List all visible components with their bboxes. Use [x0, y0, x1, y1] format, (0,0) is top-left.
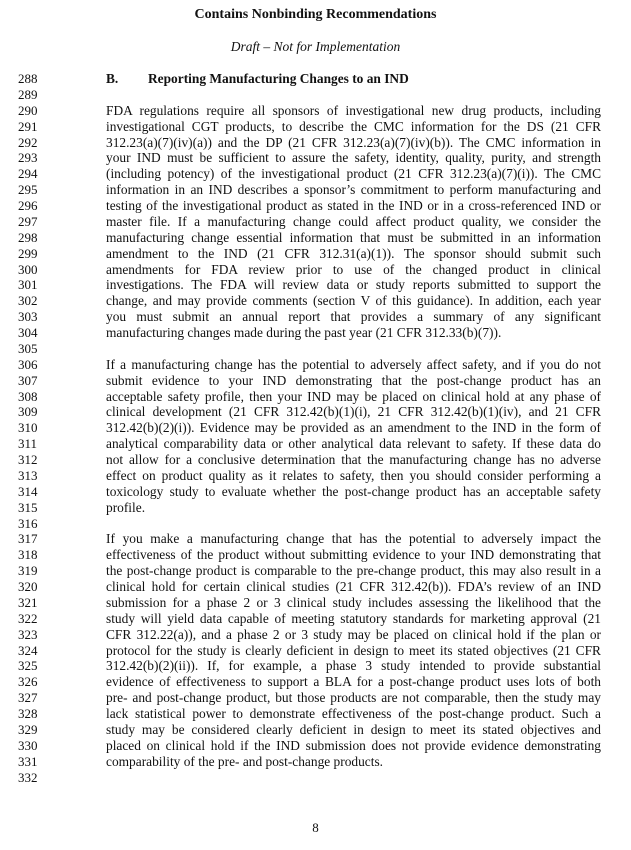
line-number: 294: [18, 166, 38, 182]
line-text: acceptable safety profile, then your IND may be placed on clinical hold at any phase of: [106, 388, 601, 404]
line-number: 329: [18, 721, 38, 737]
document-line: [0, 738, 631, 754]
document-line: [0, 468, 631, 484]
line-text: change, and may provide comments (section V of this guidance). In addition, each year: [106, 293, 601, 309]
page-number: 8: [312, 820, 319, 835]
line-text: 312.42(b)(2)(ii)). If, for example, a phase 3 study intended to provide substantial: [106, 658, 601, 674]
line-text: study will yield data capable of meeting statutory standards for marketing approval (21: [106, 610, 601, 626]
line-number: 317: [18, 531, 38, 547]
line-text: effect on product quality as it relates to safety, then you should consider performing a: [106, 467, 601, 483]
line-text: placed on clinical hold if the IND submission does not provide evidence demonstrating: [106, 737, 601, 753]
document-line: [0, 325, 631, 341]
document-line: [0, 341, 631, 357]
document-line: [0, 135, 631, 151]
line-text: manufacturing change essential information that must be submitted in an information: [106, 229, 601, 245]
line-text: evidence of effectiveness to support a BLA for a post-change product uses lots of both: [106, 674, 601, 690]
line-number: 327: [18, 690, 38, 706]
document-line: [0, 103, 631, 119]
line-number: 325: [18, 658, 38, 674]
line-text: toxicology study to evaluate whether the post-change product has an acceptable safety: [106, 483, 601, 499]
line-text: protocol for the study is clearly deficient in design to meet its stated objectives (21 CFR: [106, 642, 601, 658]
line-number: 324: [18, 642, 38, 658]
document-line: [0, 119, 631, 135]
document-line: [0, 150, 631, 166]
line-text: comparability of the pre- and post-change products.: [106, 753, 384, 769]
line-text: investigational CGT products, to describe the CMC information for the DS (21 CFR: [106, 118, 601, 134]
document-line: [0, 87, 631, 103]
document-line: [0, 643, 631, 659]
line-text: 312.23(a)(7)(iv)(a)) and the DP (21 CFR 312.23(a)(7)(iv)(b)). The CMC information in: [106, 134, 601, 150]
line-text: testing of the investigational product as stated in the IND or in a cross-referenced IND or: [106, 198, 601, 213]
line-text: information in an IND describes a sponsor’s commitment to perform manufacturing and: [106, 182, 601, 198]
line-text: master file. If a manufacturing change could affect product quality, we consider the: [106, 213, 601, 229]
line-text: pre- and post-change product, but those products are not comparable, then the study may: [106, 690, 601, 706]
line-number: 306: [18, 356, 38, 372]
document-line: [0, 452, 631, 468]
document-line: [0, 754, 631, 770]
line-number: 292: [18, 134, 38, 150]
line-text: If you make a manufacturing change that has the potential to adversely impact the: [106, 531, 601, 547]
document-line: [0, 563, 631, 579]
line-number: 288: [18, 71, 38, 86]
document-line: [0, 293, 631, 309]
line-number: 295: [18, 182, 38, 198]
line-number: 300: [18, 261, 38, 277]
line-number: 309: [18, 404, 38, 420]
line-number: 311: [18, 436, 38, 452]
document-line: [0, 230, 631, 246]
line-text: your IND must be sufficient to assure the safety, identity, quality, purity, and strength: [106, 150, 601, 166]
line-text: investigations. The FDA will review data or study reports submitted to support the: [106, 277, 601, 293]
line-text: lack statistical power to demonstrate effectiveness of the post-change product. Such a: [106, 706, 601, 721]
document-header-title: Contains Nonbinding Recommendations: [194, 7, 437, 22]
line-text: effectiveness of the product without submitting evidence to your IND demonstrating that: [106, 547, 601, 563]
document-line: [0, 420, 631, 436]
document-line: [0, 579, 631, 595]
line-number: 289: [18, 86, 38, 102]
document-line: [0, 706, 631, 722]
line-number: 304: [18, 325, 38, 340]
document-line: [0, 309, 631, 325]
document-line: [0, 674, 631, 690]
line-number: 308: [18, 388, 38, 404]
line-number: 302: [18, 293, 38, 309]
document-line: [0, 389, 631, 405]
line-number: 326: [18, 674, 38, 690]
line-number: 321: [18, 594, 38, 610]
line-text: not allow for a conclusive determination that the manufacturing change has no adverse: [106, 452, 601, 467]
document-line: [0, 262, 631, 278]
line-number: 298: [18, 229, 38, 245]
document-line: [0, 516, 631, 532]
document-line: [0, 500, 631, 516]
document-line: [0, 436, 631, 452]
document-line: [0, 531, 631, 547]
line-number: 313: [18, 467, 38, 483]
document-line: [0, 357, 631, 373]
line-number: 323: [18, 626, 38, 642]
line-text: submission for a phase 2 or 3 clinical study includes assessing the likelihood that the: [106, 594, 601, 610]
line-number: 291: [18, 118, 38, 134]
line-text: CFR 312.22(a)), and a phase 2 or 3 study may be placed on clinical hold if the plan or: [106, 626, 601, 642]
document-line: [0, 595, 631, 611]
section-letter: B.: [106, 71, 119, 86]
line-text: amendments for FDA review prior to use of the changed product in clinical: [106, 261, 601, 277]
line-number: 290: [18, 102, 38, 118]
document-line: [0, 658, 631, 674]
document-header-subtitle: Draft – Not for Implementation: [230, 39, 401, 54]
document-line: [0, 484, 631, 500]
line-text: the post-change product is comparable to the pre-change product, this may also result in a: [106, 563, 601, 579]
line-number: 312: [18, 452, 38, 467]
document-line: [0, 277, 631, 293]
line-number: 305: [18, 340, 38, 356]
document-line: [0, 214, 631, 230]
document-line: [0, 182, 631, 198]
line-text: 312.42(b)(2)(i)). Evidence may be provided as an amendment to the IND in the form of: [106, 420, 601, 436]
line-number: 330: [18, 737, 38, 753]
document-line: [0, 547, 631, 563]
document-body: [0, 71, 631, 785]
line-text: amendment to the IND (21 CFR 312.31(a)(1)). The sponsor should submit such: [106, 245, 601, 261]
section-title: Reporting Manufacturing Changes to an IND: [148, 71, 409, 86]
document-line: [0, 166, 631, 182]
line-number: 314: [18, 483, 38, 499]
document-line: [0, 404, 631, 420]
line-number: 328: [18, 706, 38, 721]
line-number: 319: [18, 563, 38, 579]
document-line: [0, 611, 631, 627]
document-line: [0, 770, 631, 786]
section-heading: [106, 71, 601, 87]
line-number: 303: [18, 309, 38, 325]
line-text: study may be considered clearly deficient in design to meet its stated objectives and: [106, 721, 601, 737]
line-number: 316: [18, 515, 38, 531]
line-text: FDA regulations require all sponsors of investigational new drug products, including: [106, 102, 601, 118]
line-text: (including potency) of the investigational product (21 CFR 312.23(a)(7)(i)). The CMC: [106, 166, 601, 182]
document-line: [0, 373, 631, 389]
line-text: submit evidence to your IND demonstrating that the post-change product has an: [106, 372, 601, 388]
line-number: 299: [18, 245, 38, 261]
line-text: analytical comparability data or other analytical data relevant to safety. If these data do: [106, 436, 601, 452]
line-text: profile.: [106, 499, 146, 515]
line-number: 320: [18, 579, 38, 594]
line-number: 293: [18, 150, 38, 166]
line-number: 301: [18, 277, 38, 293]
line-number: 315: [18, 499, 38, 515]
document-line: [0, 71, 631, 87]
line-number: 307: [18, 372, 38, 388]
line-number: 296: [18, 198, 38, 213]
line-text: clinical hold for certain clinical studies (21 CFR 312.42(b)). FDA’s review of an IND: [106, 579, 601, 594]
line-number: 310: [18, 420, 38, 436]
document-line: [0, 246, 631, 262]
line-number: 332: [18, 769, 38, 785]
line-number: 318: [18, 547, 38, 563]
line-number: 331: [18, 753, 38, 769]
line-number: 297: [18, 213, 38, 229]
line-number: 322: [18, 610, 38, 626]
document-line: [0, 627, 631, 643]
document-line: [0, 690, 631, 706]
line-text: you must submit an annual report that provides a summary of any significant: [106, 309, 601, 325]
document-line: [0, 198, 631, 214]
document-line: [0, 722, 631, 738]
line-text: If a manufacturing change has the potential to adversely affect safety, and if you do not: [106, 356, 601, 372]
line-text: manufacturing changes made during the past year (21 CFR 312.33(b)(7)).: [106, 325, 502, 340]
line-text: clinical development (21 CFR 312.42(b)(1)(i), 21 CFR 312.42(b)(1)(iv), and 21 CFR: [106, 404, 601, 420]
